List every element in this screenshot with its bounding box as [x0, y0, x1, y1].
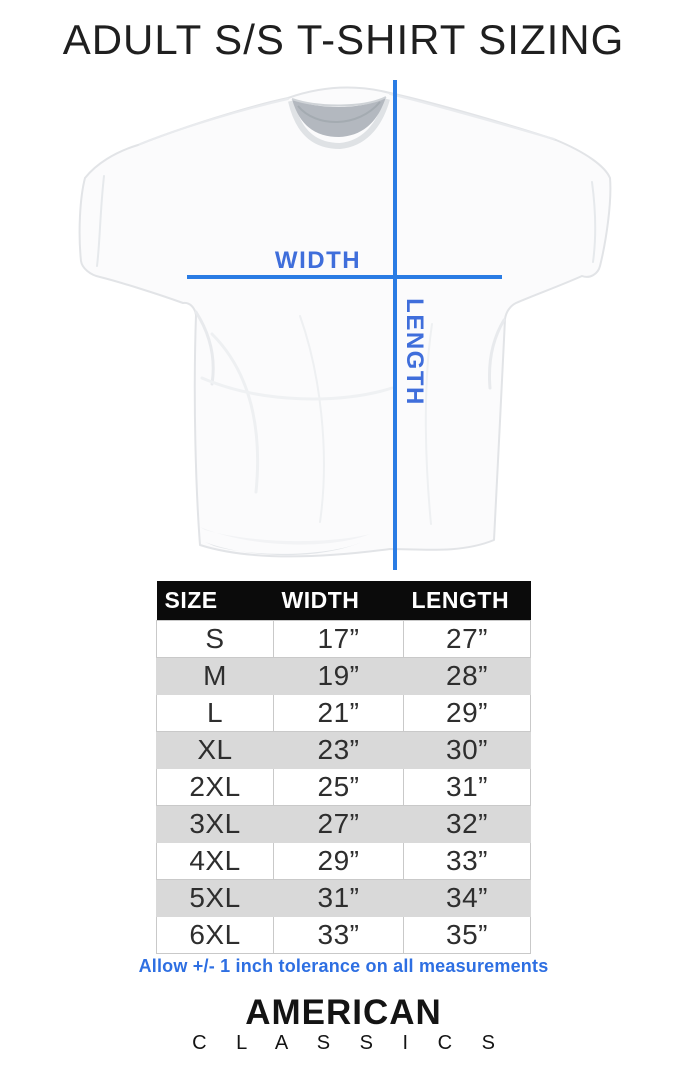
size-table: [156, 581, 531, 954]
brand-logo: [0, 995, 687, 1055]
table-row: [157, 880, 531, 917]
length-label: LENGTH: [401, 298, 428, 406]
col-header-length: LENGTH: [404, 581, 531, 621]
length-cell: 34”: [404, 880, 531, 917]
tshirt-body: [80, 88, 611, 557]
table-row: [157, 769, 531, 806]
length-cell: 28”: [404, 658, 531, 695]
width-cell: 21”: [274, 695, 404, 732]
table-row: [157, 621, 531, 658]
size-cell: S: [157, 621, 274, 658]
size-cell: XL: [157, 732, 274, 769]
width-cell: 29”: [274, 843, 404, 880]
size-cell: 4XL: [157, 843, 274, 880]
size-cell: 2XL: [157, 769, 274, 806]
size-cell: 6XL: [157, 917, 274, 954]
table-row: [157, 695, 531, 732]
width-cell: 33”: [274, 917, 404, 954]
size-table-header-row: [157, 581, 531, 621]
table-row: [157, 806, 531, 843]
col-header-width: WIDTH: [274, 581, 404, 621]
tshirt-diagram: [0, 72, 687, 577]
width-cell: 19”: [274, 658, 404, 695]
page-title: ADULT S/S T-SHIRT SIZING: [62, 16, 625, 63]
length-cell: 33”: [404, 843, 531, 880]
length-cell: 31”: [404, 769, 531, 806]
width-cell: 25”: [274, 769, 404, 806]
length-cell: 30”: [404, 732, 531, 769]
width-cell: 17”: [274, 621, 404, 658]
col-header-size: SIZE: [157, 581, 274, 621]
size-cell: L: [157, 695, 274, 732]
length-cell: 29”: [404, 695, 531, 732]
size-cell: 3XL: [157, 806, 274, 843]
width-cell: 31”: [274, 880, 404, 917]
table-row: [157, 843, 531, 880]
table-row: [157, 658, 531, 695]
size-cell: M: [157, 658, 274, 695]
width-cell: 27”: [274, 806, 404, 843]
table-row: [157, 917, 531, 954]
length-cell: 32”: [404, 806, 531, 843]
tshirt-graphic: [0, 72, 687, 577]
size-cell: 5XL: [157, 880, 274, 917]
width-label: WIDTH: [274, 247, 362, 274]
length-cell: 35”: [404, 917, 531, 954]
brand-name: AMERICAN: [245, 993, 442, 1032]
brand-subname: C L A S S I C S: [192, 1032, 507, 1054]
table-row: [157, 732, 531, 769]
tolerance-note: Allow +/- 1 inch tolerance on all measurements: [138, 956, 549, 976]
width-cell: 23”: [274, 732, 404, 769]
length-cell: 27”: [404, 621, 531, 658]
